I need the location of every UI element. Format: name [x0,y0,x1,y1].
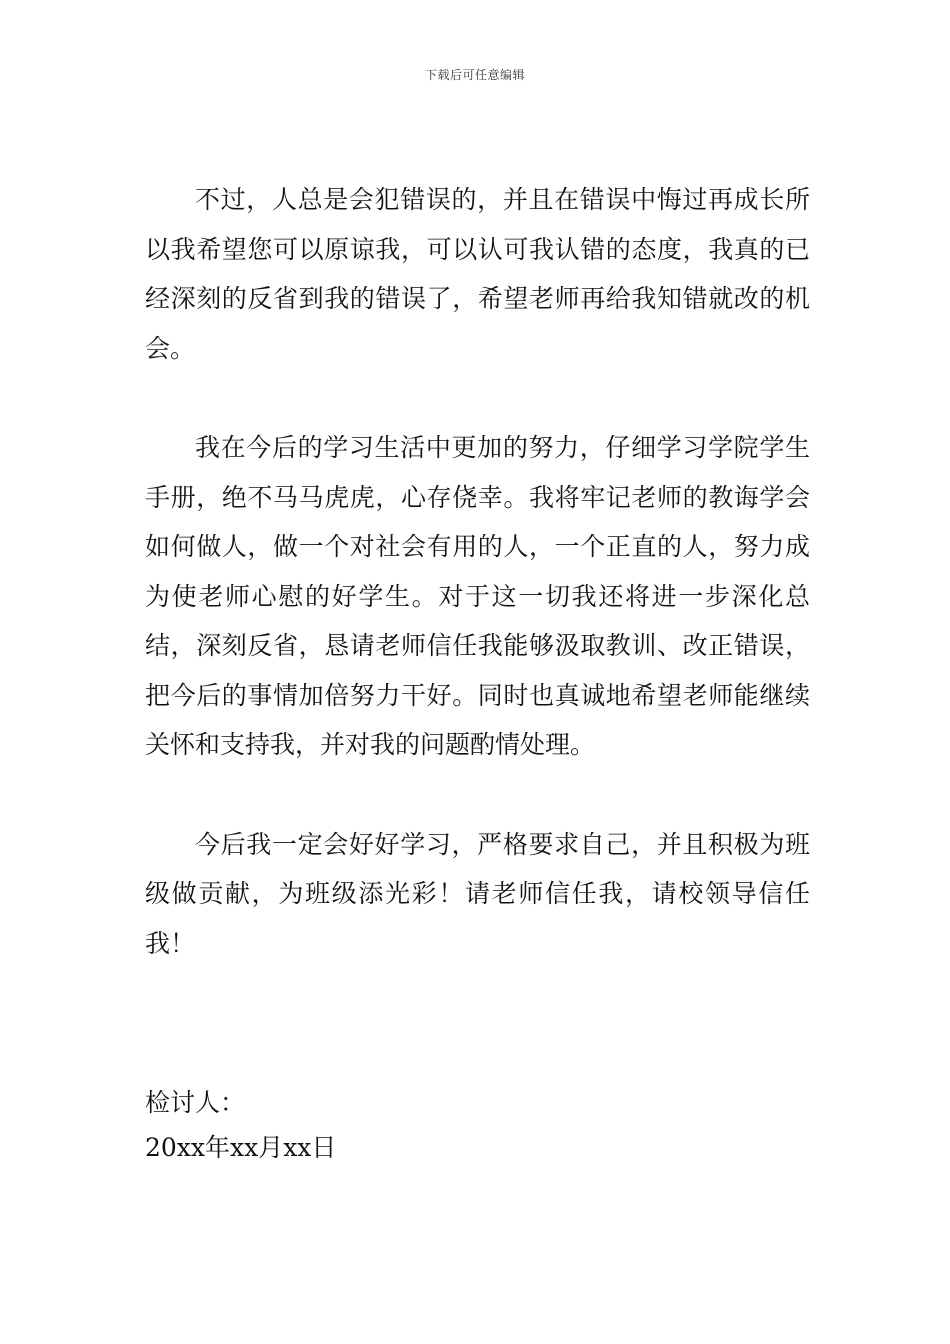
paragraph-3: 今后我一定会好好学习，严格要求自己，并且积极为班级做贡献，为班级添光彩！请老师信任我，请校领导信任我！ [145,829,810,958]
date-line: 20xx年xx月xx日 [145,1133,337,1162]
author-label: 检讨人： [145,1088,246,1117]
letter-body [145,175,810,1018]
paragraph-1: 不过，人总是会犯错误的，并且在错误中悔过再成长所以我希望您可以原谅我，可以认可我认错的态度，我真的已经深刻的反省到我的错误了，希望老师再给我知错就改的机会。 [145,185,810,363]
paragraph-2: 我在今后的学习生活中更加的努力，仔细学习学院学生手册，绝不马马虎虎，心存侥幸。我将牢记老师的教诲学会如何做人，做一个对社会有用的人，一个正直的人，努力成为使老师心慰的好学生。对于这一切我还将进一步深化总结，深刻反省，恳请老师信任我能够汲取教训、改正错误，把今后的事情加倍努力干好。同时也真诚地希望老师能继续关怀和支持我，并对我的问题酌情处理。 [145,433,810,759]
signature-block [145,1080,336,1170]
download-note: 下载后可任意编辑 [424,68,525,82]
